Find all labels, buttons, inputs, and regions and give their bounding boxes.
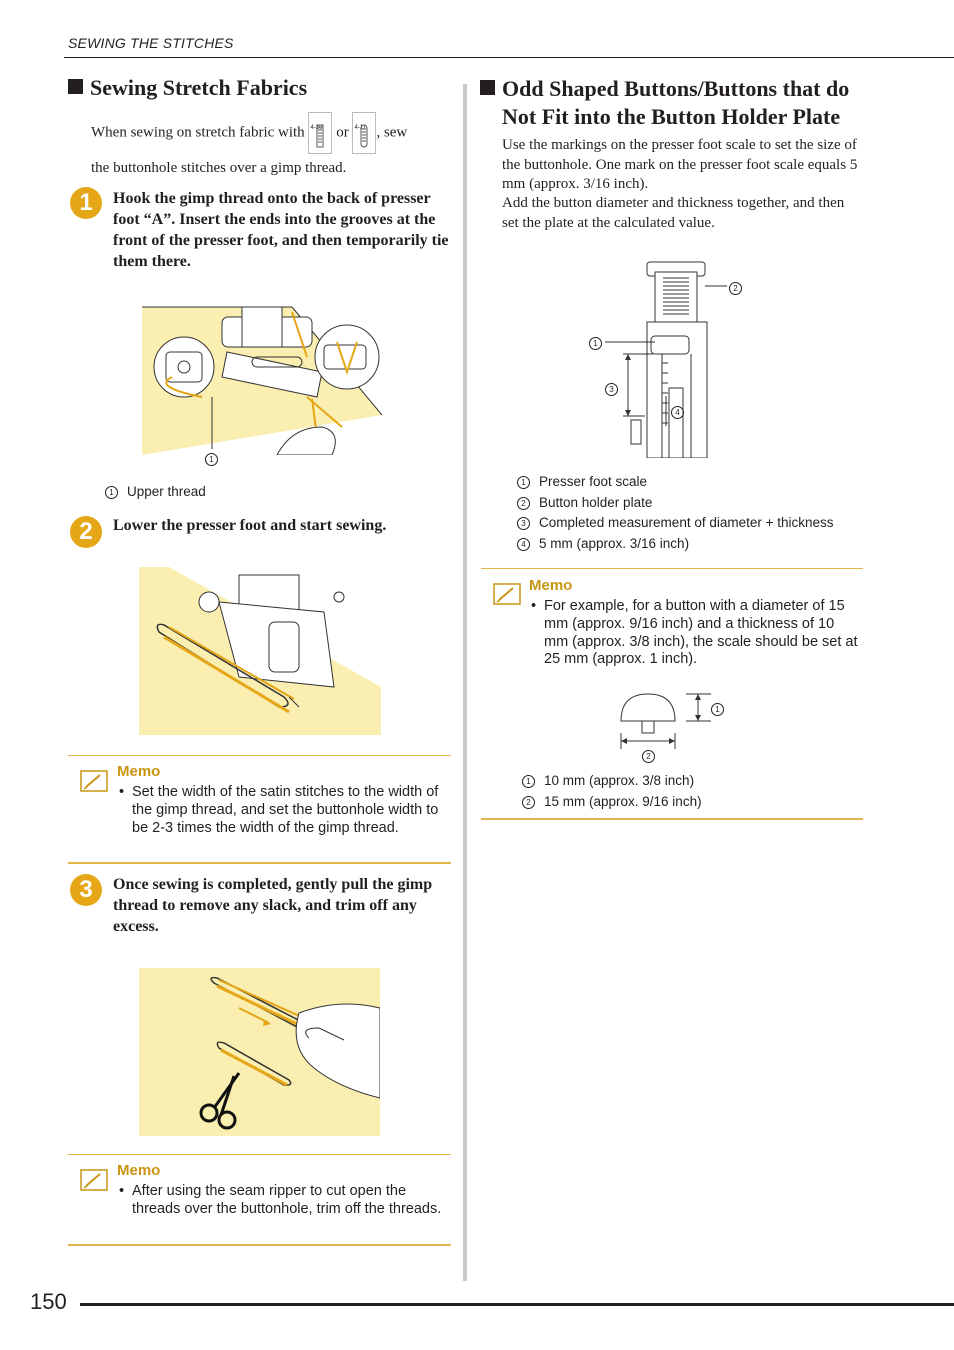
heading-square-icon [68, 79, 83, 94]
running-head: SEWING THE STITCHES [68, 35, 234, 51]
scale-captions [517, 472, 834, 554]
scale-callout-1: 1 [589, 333, 602, 354]
section-heading-stretch: Sewing Stretch Fabrics [68, 74, 307, 102]
button-callout-1: 1 [711, 699, 724, 720]
figure-1-caption: 1 Upper thread [105, 482, 206, 503]
memo-1-text: Set the width of the satin stitches to the width of the gimp thread, and set the buttonhole width to be 2-3 times the width of the gimp thread. [132, 784, 439, 836]
button-caption-1: 1 10 mm (approx. 3/8 inch) [522, 771, 702, 792]
memo-box-right [481, 568, 863, 820]
header-rule [64, 57, 954, 58]
button-captions [522, 771, 702, 812]
figure-trim-thread [139, 968, 380, 1136]
memo-2-title: Memo [117, 1162, 161, 1179]
scale-callout-2: 2 [729, 278, 742, 299]
body-paragraph-1: Use the markings on the presser foot scale to set the size of the buttonhole. One mark on the presser foot scale equals 5 mm (approx. 3/16 inch). [502, 137, 858, 192]
memo-1-title: Memo [117, 763, 161, 780]
step-2-text: Lower the presser foot and start sewing. [113, 517, 387, 534]
body-paragraph-2: Add the button diameter and thickness together, and then set the plate at the calculated value. [502, 195, 845, 231]
figure-1-callout: 1 [205, 449, 218, 470]
scale-caption-4: 4 5 mm (approx. 3/16 inch) [517, 534, 834, 555]
heading-square-icon [480, 80, 495, 95]
memo-pencil-icon [80, 770, 108, 792]
memo-right-text: For example, for a button with a diameter of 15 mm (approx. 9/16 inch) and a thickness of 10 mm (approx. 3/8 inch), the scale should be set at 25 mm (approx. 1 inch). [544, 598, 858, 668]
step-1-badge: 1 [70, 187, 102, 219]
memo-2-bullet: • [119, 1183, 125, 1199]
column-divider [463, 84, 467, 1281]
memo-box-1 [68, 755, 451, 864]
memo-pencil-icon [80, 1169, 108, 1191]
memo-right-title: Memo [529, 577, 573, 594]
figure-start-sewing [139, 567, 381, 735]
stitch-icon-4-10: 4-10 [308, 112, 332, 154]
memo-2-text: After using the seam ripper to cut open the threads over the buttonhole, trim off the threads. [132, 1183, 442, 1217]
scale-caption-3: 3 Completed measurement of diameter + thickness [517, 513, 834, 534]
step-2-badge: 2 [70, 516, 102, 548]
figure-button-dimensions [616, 689, 726, 759]
step-3-badge: 3 [70, 874, 102, 906]
section-heading-odd-buttons: Odd Shaped Buttons/Buttons that do Not Fit into the Button Holder Plate [480, 75, 880, 131]
memo-right-bullet: • [531, 598, 537, 614]
memo-box-2 [68, 1154, 451, 1246]
button-caption-2: 2 15 mm (approx. 9/16 inch) [522, 792, 702, 813]
figure-gimp-thread-hook [142, 297, 382, 455]
page-number: 150 [30, 1289, 67, 1314]
scale-caption-1: 1 Presser foot scale [517, 472, 834, 493]
step-1-text: Hook the gimp thread onto the back of presser foot “A”. Insert the ends into the grooves at the front of the presser foot, and then temporarily tie them there. [113, 190, 449, 270]
memo-1-bullet: • [119, 784, 125, 800]
button-callout-2: 2 [642, 746, 655, 767]
scale-caption-2: 2 Button holder plate [517, 493, 834, 514]
scale-callout-3: 3 [605, 379, 618, 400]
stitch-icon-4-11: 4-11 [352, 112, 376, 154]
footer-rule [80, 1303, 954, 1306]
intro-paragraph: When sewing on stretch fabric with 4-10 or 4-11 , sew the buttonhole stitches over a gimp thread. [91, 112, 461, 183]
step-3-text: Once sewing is completed, gently pull the gimp thread to remove any slack, and trim off any excess. [113, 876, 433, 935]
scale-callout-4: 4 [671, 402, 684, 423]
memo-pencil-icon [493, 583, 521, 605]
